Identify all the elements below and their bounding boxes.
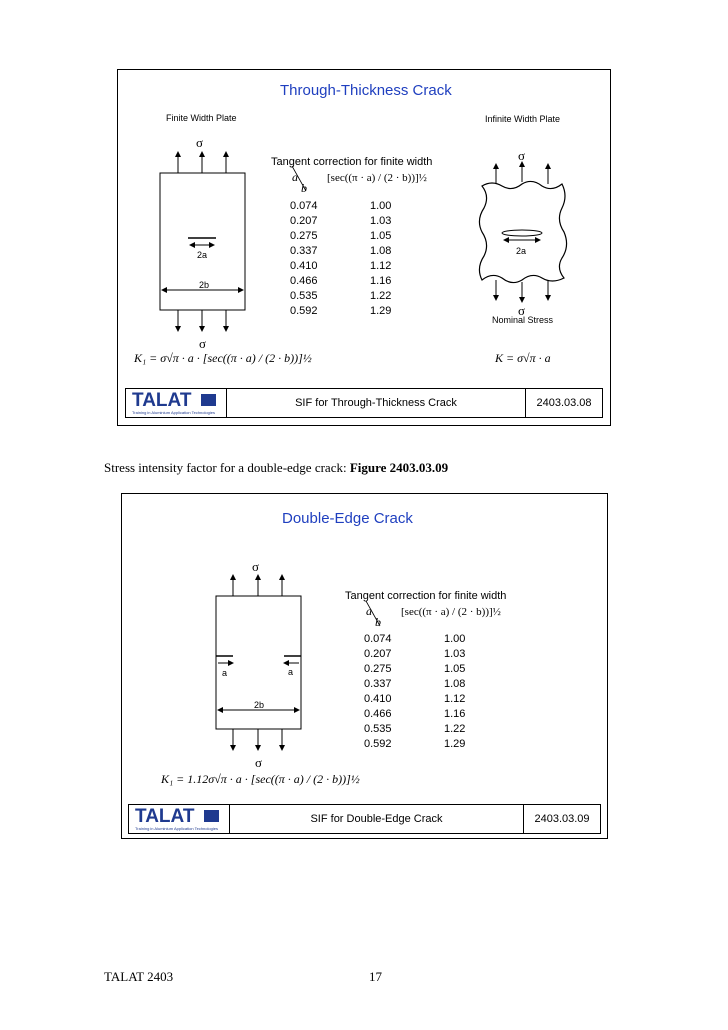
table-row: [364, 707, 465, 722]
figure-1-code: 2403.03.08: [536, 397, 592, 409]
figure-2-code: 2403.03.09: [534, 813, 590, 825]
table-row: [364, 692, 465, 707]
ratio-cell: 0.337: [364, 678, 392, 690]
ratio-cell: 0.466: [290, 275, 318, 287]
sigma-top-right: σ: [518, 148, 526, 163]
correction-cell: 1.00: [444, 633, 466, 645]
ratio-cell: 0.592: [364, 738, 392, 750]
correction-cell: 1.08: [444, 678, 466, 690]
page-number: 17: [369, 969, 382, 984]
eu-flag-icon: [204, 810, 219, 822]
sigma-bottom-2: σ: [255, 755, 263, 770]
correction-cell: 1.16: [444, 708, 466, 720]
width-2b-label-2: 2b: [254, 700, 265, 710]
ratio-cell: 0.207: [364, 648, 392, 660]
correction-cell: 1.12: [444, 693, 466, 705]
sigma-top-2: σ: [252, 559, 260, 574]
ratio-cell: 0.074: [290, 200, 318, 212]
table-row: [364, 662, 465, 677]
infinite-width-label: Infinite Width Plate: [485, 114, 561, 124]
nominal-stress-label: Nominal Stress: [492, 315, 554, 325]
figure-2-footer: [128, 804, 601, 834]
correction-cell: 1.05: [444, 663, 466, 675]
ratio-cell: 0.410: [364, 693, 392, 705]
table-1-heading: Tangent correction for finite width: [271, 156, 433, 168]
table-row: [364, 737, 465, 752]
formula-right: K = σ√π · a: [495, 351, 551, 365]
correction-cell: 1.00: [370, 200, 392, 212]
figure-caption: Stress intensity factor for a double-edge crack: Figure 2403.03.09: [104, 460, 449, 475]
table-row: [364, 677, 465, 692]
figure-2-caption: SIF for Double-Edge Crack: [230, 805, 524, 833]
figure-2-title: Double-Edge Crack: [282, 510, 413, 527]
correction-cell: 1.22: [444, 723, 466, 735]
table-2-col-b: b: [375, 615, 381, 629]
table-2-col-a: a: [366, 604, 372, 618]
ratio-cell: 0.592: [290, 305, 318, 317]
formula-double-edge: K₁ = 1.12σ√π · a · [sec((π · a) / (2 · b))]½: [161, 772, 360, 786]
ratio-cell: 0.074: [364, 633, 392, 645]
crack-2a-label: 2a: [197, 250, 208, 260]
table-row: [364, 632, 465, 647]
width-2b-label: 2b: [199, 280, 210, 290]
table-2-col2-head: [sec((π · a) / (2 · b))]½: [401, 606, 501, 618]
talat-logo-2: TALAT Training in Aluminium Application Technologies: [129, 805, 230, 833]
edge-crack-a-right: a: [288, 667, 294, 677]
talat-logo: TALAT Training in Aluminium Application Technologies: [126, 389, 227, 417]
correction-cell: 1.12: [370, 260, 392, 272]
crack-2a-right-label: 2a: [516, 246, 527, 256]
figure-1-caption: SIF for Through-Thickness Crack: [227, 389, 526, 417]
table-1-col-b: b: [301, 181, 307, 195]
ratio-cell: 0.535: [364, 723, 392, 735]
correction-cell: 1.22: [370, 290, 392, 302]
ratio-cell: 0.275: [364, 663, 392, 675]
ratio-cell: 0.466: [364, 708, 392, 720]
ratio-cell: 0.275: [290, 230, 318, 242]
correction-cell: 1.05: [370, 230, 392, 242]
correction-cell: 1.08: [370, 245, 392, 257]
table-row: [364, 647, 465, 662]
correction-cell: 1.03: [370, 215, 392, 227]
ratio-cell: 0.410: [290, 260, 318, 272]
sigma-top-left: σ: [196, 135, 204, 150]
table-1-col-a: a: [292, 170, 298, 184]
table-2-heading: Tangent correction for finite width: [345, 590, 507, 602]
sigma-bottom-right: σ: [518, 303, 526, 318]
edge-crack-a-left: a: [222, 668, 228, 678]
ratio-cell: 0.337: [290, 245, 318, 257]
table-row: [364, 722, 465, 737]
correction-cell: 1.03: [444, 648, 466, 660]
formula-left: K₁ = σ√π · a · [sec((π · a) / (2 · b))]½: [134, 351, 312, 365]
correction-cell: 1.29: [444, 738, 466, 750]
figure-1-title: Through-Thickness Crack: [280, 82, 452, 99]
ratio-cell: 0.535: [290, 290, 318, 302]
correction-cell: 1.16: [370, 275, 392, 287]
table-1-col2-head: [sec((π · a) / (2 · b))]½: [327, 172, 427, 184]
table-2: [364, 632, 465, 752]
ratio-cell: 0.207: [290, 215, 318, 227]
sigma-bottom-left: σ: [199, 336, 207, 351]
page-footer-doc: TALAT 2403: [104, 969, 174, 984]
finite-width-label: Finite Width Plate: [166, 113, 237, 123]
correction-cell: 1.29: [370, 305, 392, 317]
